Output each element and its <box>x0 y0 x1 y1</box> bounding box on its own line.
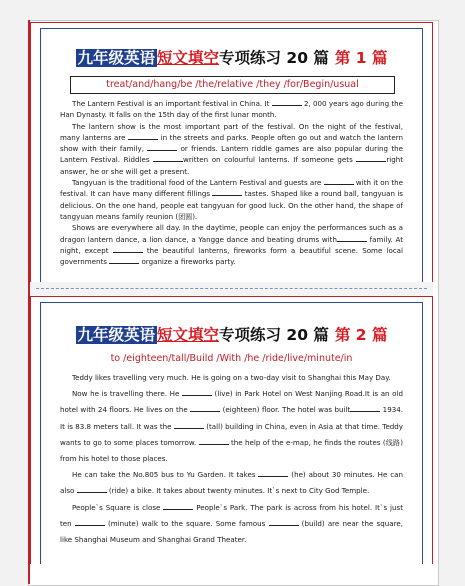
passage-text: Now he is travelling there. He <box>72 389 182 399</box>
page-1 <box>30 22 433 302</box>
answer-blank[interactable] <box>356 155 386 162</box>
page-2 <box>30 296 433 564</box>
passage-text: People`s Park. The park is across from his hotel. It`s just ten <box>60 502 403 528</box>
answer-blank[interactable] <box>350 405 380 412</box>
answer-blank[interactable] <box>272 99 302 106</box>
answer-blank[interactable] <box>109 257 139 264</box>
passage-text: He can take the No.805 bus to Yu Garden. It takes <box>72 470 259 480</box>
passage-text: Tangyuan is the traditional food of the Lantern Festival and guests are <box>72 178 324 188</box>
passage-text: 1934. It is 83.8 meters tall. It was the <box>60 405 403 431</box>
answer-blank[interactable] <box>212 189 242 196</box>
passage-text: tastes. Shaped like a round ball, tangyuan is delicious. On the one hand, people eat tangyuan for good luck. On the other hand, the shape of tangyuan means family reunion (团圆). <box>60 189 403 221</box>
paragraph <box>60 370 403 386</box>
passage-text: with it on the festival. It can have many different fillings <box>60 178 403 199</box>
passage <box>60 370 403 548</box>
answer-blank[interactable] <box>199 438 229 445</box>
paragraph <box>60 222 403 267</box>
passage <box>60 98 403 267</box>
passage-text: (minute) walk to the square. Some famous <box>104 518 269 528</box>
answer-blank[interactable] <box>174 422 204 429</box>
passage-text: family. At night, except <box>60 234 403 255</box>
passage-text: The Lantern Festival is an important festival in China. It <box>72 99 272 108</box>
passage-text: in the streets and parks. People often go out and watch the lantern show with their family, <box>60 132 403 154</box>
answer-blank[interactable] <box>190 405 220 412</box>
paragraph <box>60 121 403 177</box>
answer-blank[interactable] <box>163 503 193 510</box>
title-series: 专项练习 20 篇 <box>219 49 329 67</box>
answer-blank[interactable] <box>337 235 367 242</box>
paragraph <box>60 386 403 467</box>
passage-text: right answer, he or she will get a present. <box>60 155 403 176</box>
title-grade: 九年级英语 <box>77 326 156 344</box>
title-number: 第 1 篇 <box>334 49 388 67</box>
passage-text: 2, 000 years ago during the Han Dynasty. It falls on the 15th day of the first lunar month. <box>60 99 404 120</box>
passage-text: Teddy likes travelling very much. He is going on a two-day visit to Shanghai this May Day. <box>72 373 391 382</box>
passage-text: (eighteen) floor. The hotel was built <box>220 405 351 415</box>
title-type: 短文填空 <box>157 49 220 67</box>
answer-blank[interactable] <box>258 470 288 477</box>
title-grade: 九年级英语 <box>77 49 156 67</box>
answer-blank[interactable] <box>113 246 143 253</box>
word-bank: to /eighteen/tall/Build /With /he /ride/live/minute/in <box>110 353 353 364</box>
page-title <box>30 46 433 68</box>
answer-blank[interactable] <box>153 155 183 162</box>
answer-blank[interactable] <box>75 519 105 526</box>
answer-blank[interactable] <box>147 144 177 151</box>
title-series: 专项练习 20 篇 <box>219 326 329 344</box>
passage-text: written on colourful lanterns. If someone gets <box>183 155 357 165</box>
paragraph <box>60 500 403 549</box>
passage-text: (he) about 30 minutes. He can also <box>60 470 403 496</box>
passage-text: (ride) a bike. It takes about twenty minutes. It`s next to City God Temple. <box>106 486 370 496</box>
answer-blank[interactable] <box>182 389 212 396</box>
passage-text: the help of the e-map, he finds the routes (线路) from his hotel to those places. <box>60 437 403 464</box>
title-number: 第 2 篇 <box>334 326 388 344</box>
page-title <box>30 323 433 345</box>
passage-text: organize a fireworks party. <box>139 257 236 267</box>
answer-blank[interactable] <box>269 519 299 526</box>
answer-blank[interactable] <box>324 178 354 185</box>
answer-blank[interactable] <box>77 486 107 493</box>
passage-text: (build) are near the square, like Shanghai Museum and Shanghai Grand Theater. <box>60 518 403 545</box>
passage-text: People`s Square is close <box>72 502 164 512</box>
passage-text: (tall) building in China, even in Asia at that time. Teddy wants to go to some places tomorrow. <box>60 421 404 447</box>
passage-text: the beautiful lanterns, fireworks form a beautiful scene. Some local governments <box>60 245 404 267</box>
word-bank: treat/and/hang/be /the/relative /they /for/Begin/usual <box>70 76 395 94</box>
passage-text: (live) in Park Hotel on West Nanjing Road.It is an old hotel with 24 floors. He lives on the <box>60 389 403 415</box>
passage-text: or friends. Lantern riddle games are also popular during the Lantern Festival. Riddles <box>60 144 403 165</box>
passage-text: The lantern show is the most important part of the festival. On the night of the festival, many lanterns are <box>60 121 403 142</box>
paragraph <box>60 467 403 499</box>
page-separator <box>30 282 433 296</box>
title-type: 短文填空 <box>157 326 220 344</box>
paragraph <box>60 177 403 222</box>
answer-blank[interactable] <box>128 133 158 140</box>
paragraph <box>60 98 403 121</box>
passage-text: Shows are everywhere all day. In the daytime, people can enjoy the performances such as a dragon lantern dance, a lion dance, a Yangge dance and beating drums with <box>60 223 403 244</box>
